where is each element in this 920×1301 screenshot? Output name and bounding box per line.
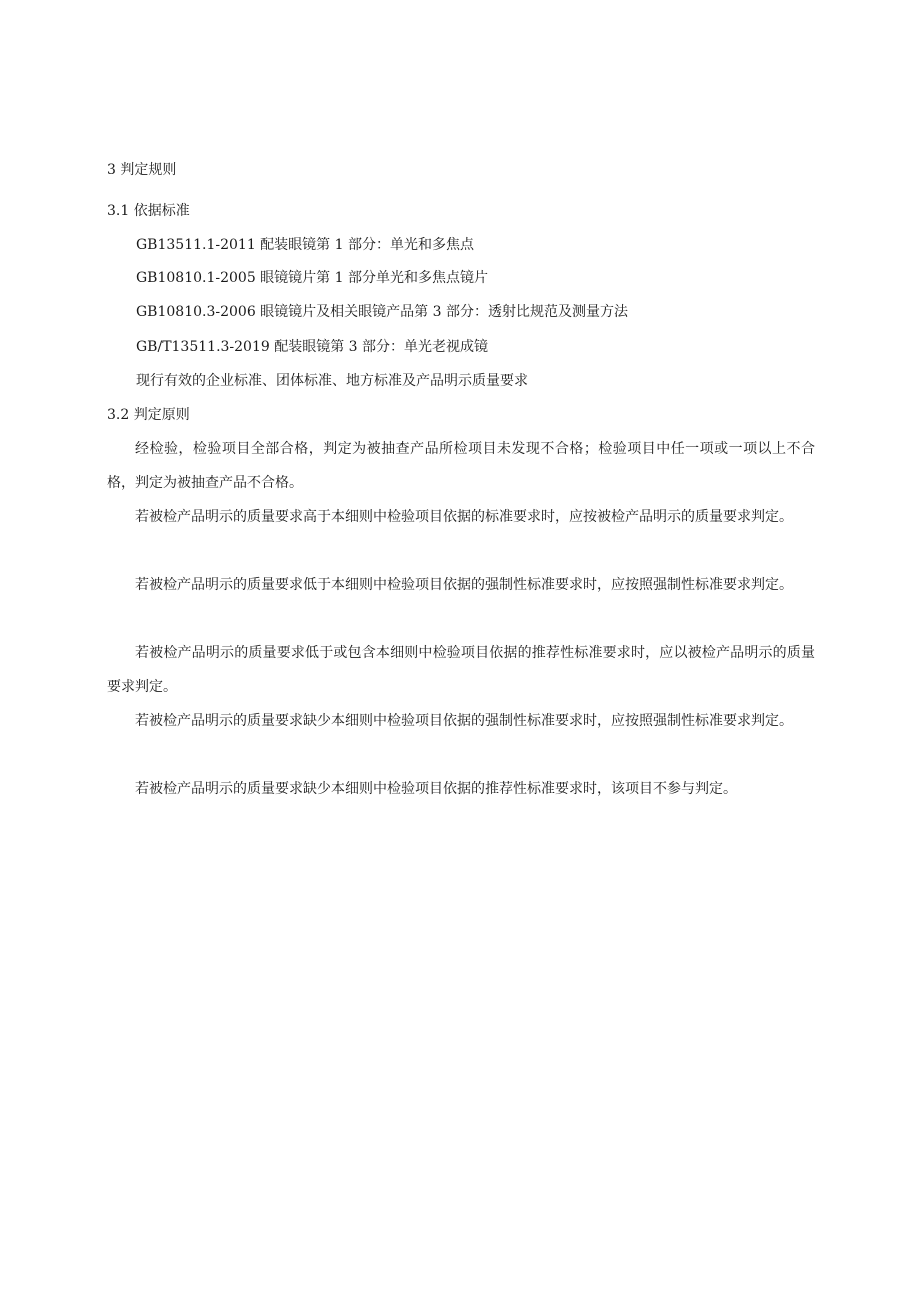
standard-item: 现行有效的企业标准、团体标准、地方标准及产品明示质量要求 <box>136 373 528 389</box>
standard-item: GB10810.3-2006 眼镜镜片及相关眼镜产品第 3 部分：透射比规范及测量方法 <box>136 304 628 320</box>
standard-item: GB/T13511.3-2019 配装眼镜第 3 部分：单光老视成镜 <box>136 339 489 355</box>
principle-paragraph: 若被检产品明示的质量要求缺少本细则中检验项目依据的强制性标准要求时，应按照强制性标准要求判定。 <box>135 713 793 729</box>
subsection-heading-principles: 3.2 判定原则 <box>107 407 190 423</box>
section-heading: 3 判定规则 <box>107 162 177 178</box>
principle-paragraph: 经检验，检验项目全部合格，判定为被抽查产品所检项目未发现不合格；检验项目中任一项或一项以上不合格，判定为被抽查产品不合格。 <box>107 441 815 491</box>
standard-item: GB10810.1-2005 眼镜镜片第 1 部分单光和多焦点镜片 <box>136 270 488 286</box>
principle-paragraph: 若被检产品明示的质量要求低于本细则中检验项目依据的强制性标准要求时，应按照强制性标准要求判定。 <box>135 577 793 593</box>
subsection-heading-basis: 3.1 依据标准 <box>107 203 190 219</box>
principle-paragraph: 若被检产品明示的质量要求低于或包含本细则中检验项目依据的推荐性标准要求时，应以被检产品明示的质量要求判定。 <box>107 645 815 695</box>
principle-paragraph: 若被检产品明示的质量要求高于本细则中检验项目依据的标准要求时，应按被检产品明示的质量要求判定。 <box>135 509 793 525</box>
standard-item: GB13511.1-2011 配装眼镜第 1 部分：单光和多焦点 <box>136 237 474 253</box>
principle-paragraph: 若被检产品明示的质量要求缺少本细则中检验项目依据的推荐性标准要求时，该项目不参与判定。 <box>135 781 737 797</box>
